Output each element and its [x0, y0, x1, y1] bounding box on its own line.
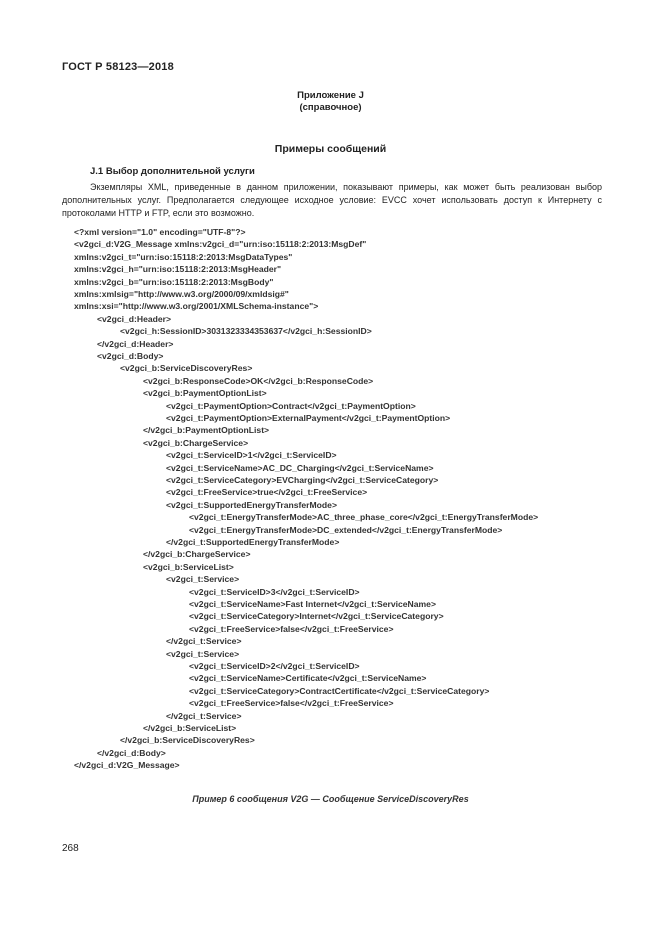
page-number: 268	[62, 843, 79, 854]
xml-line: <v2gci_t:ServiceID>1</v2gci_t:ServiceID>	[166, 450, 337, 461]
xml-line: <v2gci_t:SupportedEnergyTransferMode>	[166, 499, 337, 510]
xml-line: xmlns:v2gci_b="urn:iso:15118:2:2013:MsgBody"	[74, 276, 274, 287]
xml-line: <v2gci_t:ServiceName>Certificate</v2gci_t:ServiceName>	[189, 673, 427, 684]
standard-code: ГОСТ Р 58123—2018	[62, 61, 174, 73]
appendix-title: Приложение J	[297, 90, 364, 101]
xml-line: <v2gci_t:FreeService>false</v2gci_t:FreeService>	[189, 698, 394, 709]
xml-line: <v2gci_t:ServiceCategory>ContractCertificate</v2gci_t:ServiceCategory>	[189, 685, 490, 696]
xml-line: <v2gci_t:ServiceID>3</v2gci_t:ServiceID>	[189, 586, 360, 597]
xml-line: <v2gci_t:PaymentOption>ExternalPayment</v2gci_t:PaymentOption>	[166, 413, 451, 423]
example-caption: Пример 6 сообщения V2G — Сообщение ServiceDiscoveryRes	[192, 794, 469, 804]
appendix-subtitle: (справочное)	[299, 102, 362, 113]
xml-line: xmlns:v2gci_t="urn:iso:15118:2:2013:MsgDataTypes"	[74, 251, 293, 262]
xml-line: <v2gci_t:EnergyTransferMode>DC_extended</v2gci_t:EnergyTransferMode>	[189, 524, 503, 535]
xml-line: xmlns:v2gci_h="urn:iso:15118:2:2013:MsgHeader"	[74, 264, 282, 275]
xml-line: <v2gci_d:V2G_Message xmlns:v2gci_d="urn:iso:15118:2:2013:MsgDef"	[74, 239, 367, 250]
xml-line: <v2gci_d:Body>	[97, 351, 164, 361]
xml-line: <v2gci_b:ServiceDiscoveryRes>	[120, 363, 253, 374]
xml-line: <v2gci_b:ChargeService>	[143, 437, 249, 448]
xml-line: </v2gci_b:ChargeService>	[143, 549, 251, 560]
xml-line: <v2gci_t:FreeService>true</v2gci_t:FreeService>	[166, 487, 368, 498]
xml-line: <?xml version="1.0" encoding="UTF-8"?>	[74, 227, 246, 237]
xml-line: <v2gci_t:ServiceCategory>EVCharging</v2gci_t:ServiceCategory>	[166, 475, 439, 485]
xml-line: </v2gci_b:ServiceList>	[143, 723, 237, 733]
intro-text: Экземпляры XML, приведенные в данном приложении, показывают примеры, как может быть реализован выбор дополнительных услуг. Предполагается следующее исходное условие: EVCC хочет использовать доступ к Интернету с протоколами HTTP и FTP, если это возможно.	[62, 182, 602, 218]
xml-line: <v2gci_t:EnergyTransferMode>AC_three_phase_core</v2gci_t:EnergyTransferMode>	[189, 512, 539, 523]
xml-line: <v2gci_t:ServiceName>AC_DC_Charging</v2gci_t:ServiceName>	[166, 462, 434, 473]
xml-line: <v2gci_t:FreeService>false</v2gci_t:FreeService>	[189, 623, 394, 634]
xml-line: xmlns:xmlsig="http://www.w3.org/2000/09/xmldsig#"	[74, 289, 289, 299]
xml-line: </v2gci_t:SupportedEnergyTransferMode>	[166, 537, 340, 547]
xml-line: <v2gci_d:Header>	[97, 313, 172, 324]
xml-line: </v2gci_d:Body>	[97, 747, 166, 758]
xml-line: </v2gci_b:ServiceDiscoveryRes>	[120, 735, 255, 746]
xml-line: <v2gci_t:Service>	[166, 574, 240, 585]
xml-line: </v2gci_d:Header>	[97, 338, 174, 349]
xml-line: <v2gci_t:PaymentOption>Contract</v2gci_t:PaymentOption>	[166, 400, 416, 411]
xml-line: </v2gci_t:Service>	[166, 710, 242, 721]
xml-line: xmlns:xsi="http://www.w3.org/2001/XMLSchema-instance">	[74, 301, 319, 312]
xml-line: </v2gci_t:Service>	[166, 636, 242, 647]
xml-line: <v2gci_t:Service>	[166, 648, 240, 659]
xml-line: <v2gci_b:PaymentOptionList>	[143, 388, 267, 399]
xml-line: <v2gci_t:ServiceName>Fast Internet</v2gci_t:ServiceName>	[189, 599, 436, 609]
xml-line: </v2gci_b:PaymentOptionList>	[143, 425, 270, 436]
section-title: Примеры сообщений	[274, 143, 387, 155]
xml-line: <v2gci_t:ServiceCategory>Internet</v2gci_t:ServiceCategory>	[189, 611, 444, 622]
intro-paragraph	[62, 181, 602, 220]
xml-line: <v2gci_b:ServiceList>	[143, 561, 234, 572]
xml-line: <v2gci_h:SessionID>3031323334353637</v2gci_h:SessionID>	[120, 326, 372, 337]
xml-line: <v2gci_t:ServiceID>2</v2gci_t:ServiceID>	[189, 661, 360, 671]
subsection-title: J.1 Выбор дополнительной услуги	[90, 166, 255, 177]
xml-line: <v2gci_b:ResponseCode>OK</v2gci_b:ResponseCode>	[143, 375, 374, 386]
xml-line: </v2gci_d:V2G_Message>	[74, 760, 180, 771]
